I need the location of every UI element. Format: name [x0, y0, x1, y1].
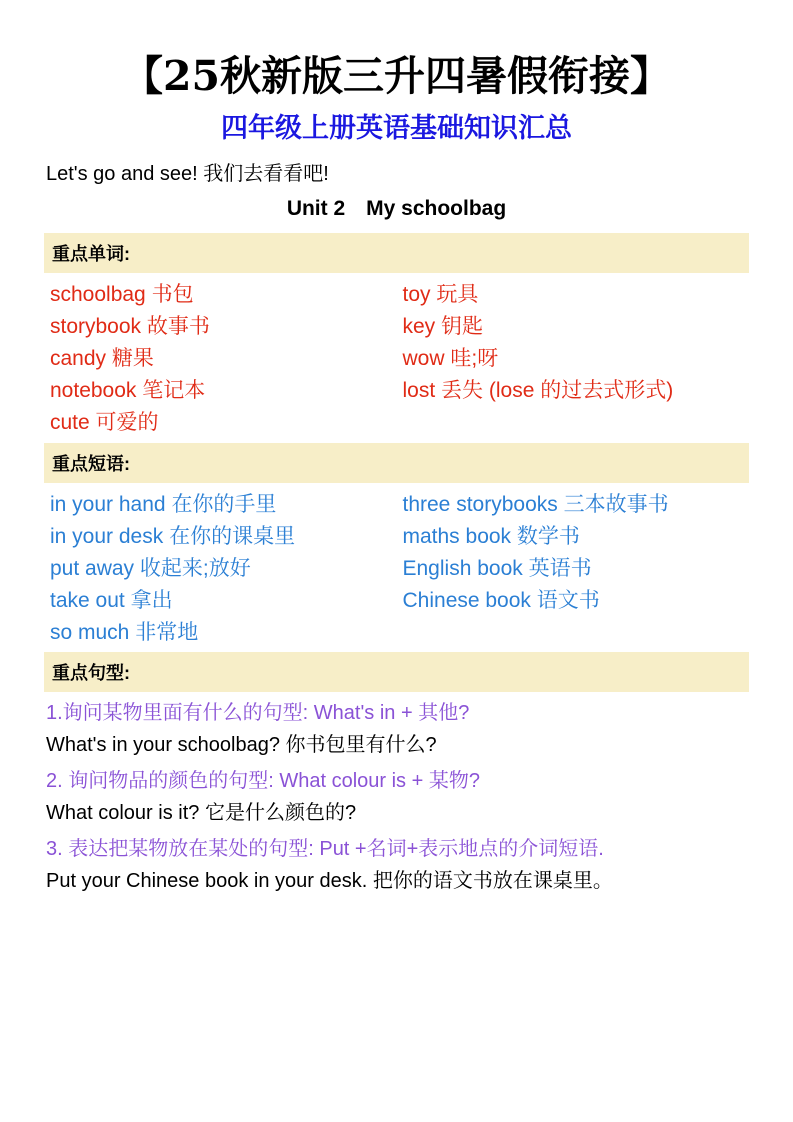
- word-entry: [403, 375, 750, 407]
- phrase-entry: [403, 553, 750, 585]
- sentence-prompt: 1.询问某物里面有什么的句型: What's in + 其他?: [46, 702, 470, 725]
- word-cn: 书包: [151, 283, 194, 307]
- words-column-left: [44, 279, 397, 439]
- phrase-cn: 拿出: [130, 588, 173, 612]
- phrase-cn: 收起来;放好: [139, 556, 251, 580]
- phrase-en: maths book: [402, 524, 512, 548]
- word-cn: 可爱的: [95, 411, 159, 434]
- word-en: lost: [402, 379, 436, 403]
- phrases-column-right: [397, 489, 750, 649]
- phrase-entry: [50, 553, 397, 585]
- section-heading-phrases: 重点短语:: [44, 443, 749, 483]
- sentence-prompt: 2. 询问物品的颜色的句型: What colour is + 某物?: [46, 770, 480, 793]
- phrase-en: take out: [50, 588, 125, 612]
- word-cn: 故事书: [146, 315, 210, 339]
- sentence-example: What's in your schoolbag? 你书包里有什么?: [46, 734, 437, 757]
- word-entry: [403, 279, 750, 311]
- word-en: storybook: [50, 315, 142, 339]
- word-en: wow: [402, 347, 445, 371]
- phrase-cn: 三本故事书: [563, 492, 669, 516]
- phrase-en: English book: [402, 556, 523, 580]
- sentence-example: Put your Chinese book in your desk. 把你的语文书放在课桌里。: [46, 870, 613, 893]
- phrase-entry: [50, 617, 397, 649]
- word-en: candy: [50, 347, 107, 371]
- phrase-entry: [50, 585, 397, 617]
- lead-line: Let's go and see! 我们去看看吧!: [46, 163, 329, 186]
- word-cn: 笔记本: [142, 379, 206, 403]
- phrase-cn: 在你的课桌里: [169, 524, 296, 548]
- phrase-entry: [50, 521, 397, 553]
- phrase-cn: 数学书: [516, 524, 580, 548]
- word-cn: 丢失 (lose 的过去式形式): [441, 379, 674, 403]
- page-title: 【25秋新版三升四暑假衔接】: [121, 52, 672, 100]
- phrase-cn: 非常地: [135, 620, 199, 644]
- phrase-cn: 语文书: [536, 588, 600, 612]
- word-entry: [50, 375, 397, 407]
- phrase-entry: [50, 489, 397, 521]
- word-entry: [50, 311, 397, 343]
- sentence-prompt: 3. 表达把某物放在某处的句型: Put +名词+表示地点的介词短语.: [46, 838, 604, 861]
- phrase-cn: 在你的手里: [171, 492, 277, 516]
- word-entry: [50, 407, 397, 439]
- words-column-right: [397, 279, 750, 439]
- phrases-column-left: [44, 489, 397, 649]
- page-subtitle: 四年级上册英语基础知识汇总: [221, 113, 572, 145]
- word-entry: [403, 343, 750, 375]
- section-heading-words: 重点单词:: [44, 233, 749, 273]
- phrase-entry: [403, 585, 750, 617]
- word-entry: [403, 311, 750, 343]
- word-cn: 哇;呀: [450, 347, 499, 371]
- word-en: toy: [402, 283, 431, 307]
- word-entry: [50, 343, 397, 375]
- word-cn: 玩具: [436, 283, 479, 307]
- word-en: key: [402, 315, 436, 339]
- phrase-en: Chinese book: [402, 588, 531, 612]
- unit-title: Unit 2 My schoolbag: [286, 197, 507, 221]
- word-cn: 糖果: [111, 347, 154, 371]
- sentence-example: What colour is it? 它是什么颜色的?: [46, 802, 357, 825]
- phrase-en: in your hand: [50, 492, 166, 516]
- phrase-cn: 英语书: [528, 556, 592, 580]
- phrase-entry: [403, 521, 750, 553]
- section-heading-sentences: 重点句型:: [44, 652, 749, 692]
- word-en: notebook: [50, 379, 137, 403]
- phrases-section: [44, 489, 749, 649]
- word-en: schoolbag: [50, 283, 146, 307]
- phrase-en: three storybooks: [402, 492, 558, 516]
- word-en: cute: [50, 411, 90, 434]
- words-section: [44, 279, 749, 439]
- phrase-entry: [403, 489, 750, 521]
- phrase-en: put away: [50, 556, 135, 580]
- word-entry: [50, 279, 397, 311]
- phrase-en: in your desk: [50, 524, 164, 548]
- sentences-section: [44, 698, 749, 896]
- word-cn: 钥匙: [441, 315, 484, 339]
- phrase-en: so much: [50, 620, 130, 644]
